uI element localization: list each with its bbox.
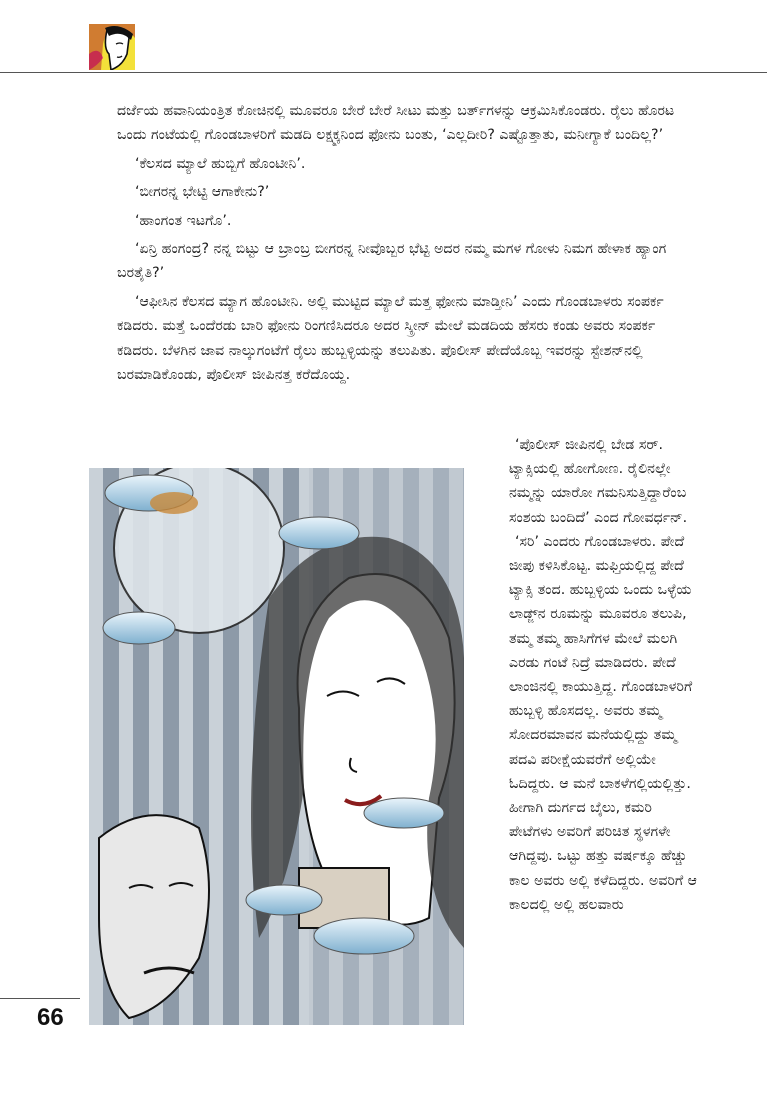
paragraph: ‘ಹಾಂಗಂತ ಇಟಗೊ’. <box>135 212 232 229</box>
paragraph: ‘ಪೊಲೀಸ್ ಜೀಪಿನಲ್ಲಿ ಬೇಡ ಸರ್. ಟ್ಯಾಕ್ಸಿಯಲ್ಲಿ ಹೋಗೋಣ. ರೈಲಿನಲ್ಲೇ ನಮ್ಮನ್ನು ಯಾರೋ ಗಮನಿಸುತ್ತಿದ್ದಾರೆಂಬ ಸಂಶಯ ಬಂದಿದೆ’ ಎಂದ ಗೋವರ್ಧನ್. <box>509 437 688 526</box>
paragraph: ‘ಕೆಲಸದ ಮ್ಯಾಲೆ ಹುಬ್ಬಿಗೆ ಹೊಂಟೀನಿ’. <box>135 155 306 172</box>
paragraph: ‘ಆಫೀಸಿನ ಕೆಲಸದ ಮ್ಯಾಗ ಹೊಂಟೀನಿ. ಅಲ್ಲಿ ಮುಟ್ಟಿದ ಮ್ಯಾಲೆ ಮತ್ತ ಫೋನು ಮಾಡ್ತೀನಿ’ ಎಂದು ಗೊಂಡಬಾಳರು ಸಂಪರ್ಕ ಕಡಿದರು. ಮತ್ತೆ ಒಂದೆರಡು ಬಾರಿ ಫೋನು ರಿಂಗಣಿಸಿದರೂ ಅದರ ಸ್ಕ್ರೀನ್ ಮೇಲೆ ಮಡದಿಯ ಹೆಸರು ಕಂಡು ಅವರು ಸಂಪರ್ಕ ಕಡಿದರು. ಬೆಳಗಿನ ಜಾವ ನಾಲ್ಕುಗಂಟೆಗೆ ರೈಲು ಹುಬ್ಬಳ್ಳಿಯನ್ನು ತಲುಪಿತು. ಪೊಲೀಸ್ ಪೇದೆಯೊಬ್ಬ ಇವರನ್ನು ಸ್ಟೇಶನ್‌ನಲ್ಲಿ ಬರಮಾಡಿಕೊಂಡು, ಪೊಲೀಸ್ ಜೀಪಿನತ್ತ ಕರೆದೊಯ್ದ. <box>117 293 664 384</box>
paragraph: ‘ಏನ್ರಿ ಹಂಗಂದ್ರ? ನನ್ನ ಬಿಟ್ಟು ಆ ಬ್ರಾಂಬ್ರ ಬೀಗರನ್ನ ನೀವೊಬ್ಬರ ಭೆಟ್ಟಿ ಅದರ ನಮ್ಮ ಮಗಳ ಗೋಳು ನಿಮಗ ಹೇಳಾಕ ಹ್ಯಾಂಗ ಬರತೈತಿ?’ <box>117 241 667 282</box>
header-rule <box>0 72 767 73</box>
body-text <box>117 99 677 387</box>
paragraph: ದರ್ಜೆಯ ಹವಾನಿಯಂತ್ರಿತ ಕೋಚಿನಲ್ಲಿ ಮೂವರೂ ಬೇರೆ ಬೇರೆ ಸೀಟು ಮತ್ತು ಬರ್ತ್‌ಗಳನ್ನು ಆಕ್ರಮಿಸಿಕೊಂಡರು. ರೈಲು ಹೊರಟ ಒಂದು ಗಂಟೆಯಲ್ಲಿ ಗೊಂಡಬಾಳರಿಗೆ ಮಡದಿ ಲಕ್ಷ್ಮಕ್ಕನಿಂದ ಫೋನು ಬಂತು, ‘ಎಲ್ಲದೀರಿ? ಎಷ್ಟೊತ್ತಾತು, ಮನೀಗ್ಯಾಕೆ ಬಂದಿಲ್ಲ?’ <box>117 103 675 144</box>
footer-rule <box>0 998 80 999</box>
story-logo-icon <box>89 24 135 70</box>
story-illustration <box>89 468 464 1025</box>
paragraph: ‘ಸರಿ’ ಎಂದರು ಗೊಂಡಬಾಳರು. ಪೇದೆ ಜೀಪು ಕಳಿಸಿಕೊಟ್ಟ. ಮಫ್ತಿಯಲ್ಲಿದ್ದ ಪೇದೆ ಟ್ಯಾಕ್ಸಿ ತಂದ. ಹುಬ್ಬಳ್ಳಿಯ ಒಂದು ಒಳ್ಳೆಯ ಲಾಡ್ಜ್‌ನ ರೂಮನ್ನು ಮೂವರೂ ತಲುಪಿ, ತಮ್ಮ ತಮ್ಮ ಹಾಸಿಗೆಗಳ ಮೇಲೆ ಮಲಗಿ ಎರಡು ಗಂಟೆ ನಿದ್ರೆ ಮಾಡಿದರು. ಪೇದೆ ಲಾಂಜಿನಲ್ಲಿ ಕಾಯುತ್ತಿದ್ದ. ಗೊಂಡಬಾಳರಿಗೆ ಹುಬ್ಬಳ್ಳಿ ಹೊಸದಲ್ಲ. ಅವರು ತಮ್ಮ ಸೋದರಮಾವನ ಮನೆಯಲ್ಲಿದ್ದು ತಮ್ಮ ಪದವಿ ಪರೀಕ್ಷೆಯವರೆಗೆ ಅಲ್ಲಿಯೇ ಓದಿದ್ದರು. ಆ ಮನೆ ಬಾಕಳೆಗಲ್ಲಿಯಲ್ಲಿತ್ತು. ಹೀಗಾಗಿ ದುರ್ಗದ ಬೈಲು, ಕಮರಿ ಪೇಟೆಗಳು ಅವರಿಗೆ ಪರಿಚಿತ ಸ್ಥಳಗಳೇ ಆಗಿದ್ದವು. ಒಟ್ಟು ಹತ್ತು ವರ್ಷಕ್ಕೂ ಹೆಚ್ಚು ಕಾಲ ಅವರು ಅಲ್ಲಿ ಕಳೆದಿದ್ದರು. ಅವರಿಗೆ ಆ ಕಾಲದಲ್ಲಿ ಅಲ್ಲಿ ಹಲವಾರು <box>509 533 698 913</box>
side-column-text <box>509 433 699 917</box>
paragraph: ‘ಬೀಗರನ್ನ ಭೇಟ್ಟಿ ಆಗಾಕೇನು?’ <box>135 184 270 201</box>
page-number: 66 <box>37 1004 64 1031</box>
